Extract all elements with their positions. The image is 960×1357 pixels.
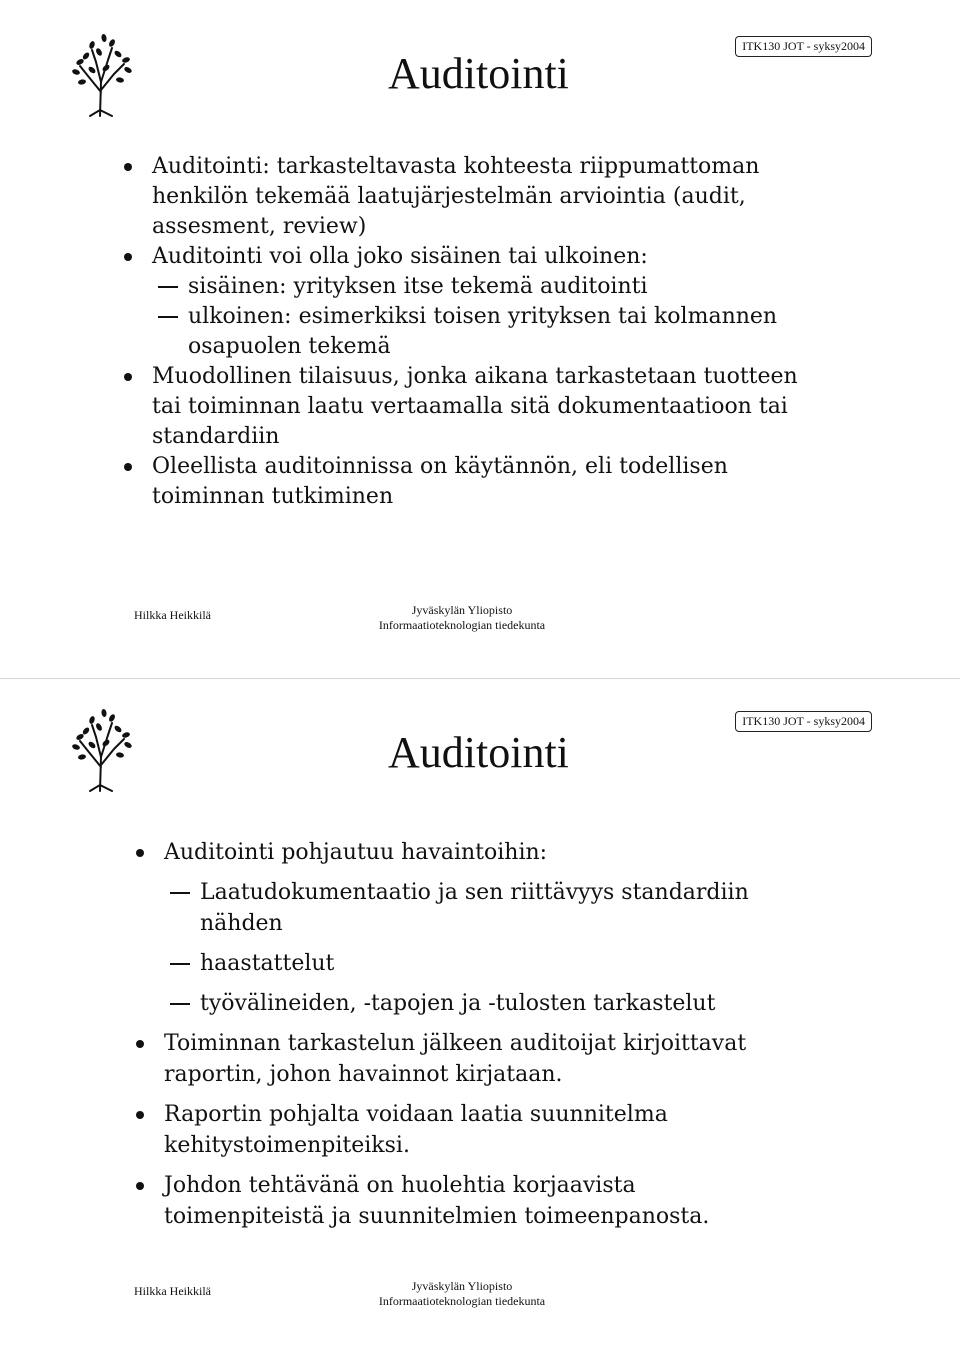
line: Raportin pohjalta voidaan laatia suunnitelma (164, 1102, 668, 1127)
line: henkilön tekemää laatujärjestelmän arviointia (audit, (152, 184, 746, 209)
line: Auditointi: tarkasteltavasta kohteesta riippumattoman (152, 154, 760, 179)
footer-author: Hilkka Heikkilä (134, 1284, 211, 1298)
bullet-item (164, 837, 749, 868)
footer-institution (342, 603, 582, 633)
footer-university: Jyväskylän Yliopisto (411, 603, 513, 617)
footer-faculty: Informaatioteknologian tiedekunta (378, 618, 546, 632)
line: kehitystoimenpiteiksi. (164, 1133, 410, 1158)
line: toiminnan tutkiminen (152, 484, 394, 509)
line: nähden (200, 911, 283, 936)
sub-bullet-item (164, 948, 749, 979)
course-tag: ITK130 JOT - syksy2004 (735, 711, 872, 732)
line: Johdon tehtävänä on huolehtia korjaavista (164, 1173, 636, 1198)
line: Auditointi voi olla joko sisäinen tai ulkoinen: (152, 244, 648, 269)
bullet-list (164, 837, 749, 1232)
bullet-item (164, 1028, 749, 1090)
bullet-item (164, 1099, 749, 1161)
bullet-item (152, 152, 798, 242)
line: assesment, review) (152, 214, 367, 239)
footer-university: Jyväskylän Yliopisto (411, 1279, 513, 1293)
sub-bullet-item (152, 302, 798, 362)
footer-author: Hilkka Heikkilä (134, 608, 211, 622)
bullet-item (152, 242, 798, 272)
slide-title: Auditointi (388, 49, 569, 98)
line: standardiin (152, 424, 280, 449)
sub-bullet-item (164, 877, 749, 939)
line: ulkoinen: esimerkiksi toisen yrityksen tai kolmannen (188, 304, 778, 329)
line: Laatudokumentaatio ja sen riittävyys standardiin (200, 880, 749, 905)
line: tai toiminnan laatu vertaamalla sitä dokumentaatioon tai (152, 394, 788, 419)
line: haastattelut (200, 951, 335, 976)
bullet-list (152, 152, 798, 512)
slide-2 (0, 679, 960, 1357)
line: raportin, johon havainnot kirjataan. (164, 1062, 563, 1087)
bullet-item (152, 362, 798, 452)
sub-bullet-item (164, 988, 749, 1019)
line: Auditointi pohjautuu havaintoihin: (164, 840, 548, 865)
line: toimenpiteistä ja suunnitelmien toimeenpanosta. (164, 1204, 710, 1229)
footer-faculty: Informaatioteknologian tiedekunta (378, 1294, 546, 1308)
bullet-item (164, 1170, 749, 1232)
line: työvälineiden, -tapojen ja -tulosten tarkastelut (200, 991, 716, 1016)
slide-title: Auditointi (388, 728, 569, 777)
tree-icon (66, 707, 136, 795)
bullet-item (152, 452, 798, 512)
line: osapuolen tekemä (188, 334, 391, 359)
course-tag: ITK130 JOT - syksy2004 (735, 36, 872, 57)
line: Oleellista auditoinnissa on käytännön, eli todellisen (152, 454, 728, 479)
line: Toiminnan tarkastelun jälkeen auditoijat kirjoittavat (164, 1031, 747, 1056)
slide-1 (0, 0, 960, 678)
footer-institution (342, 1279, 582, 1309)
line: Muodollinen tilaisuus, jonka aikana tarkastetaan tuotteen (152, 364, 798, 389)
line: sisäinen: yrityksen itse tekemä auditointi (188, 274, 648, 299)
sub-bullet-item (152, 272, 798, 302)
tree-icon (66, 32, 136, 120)
